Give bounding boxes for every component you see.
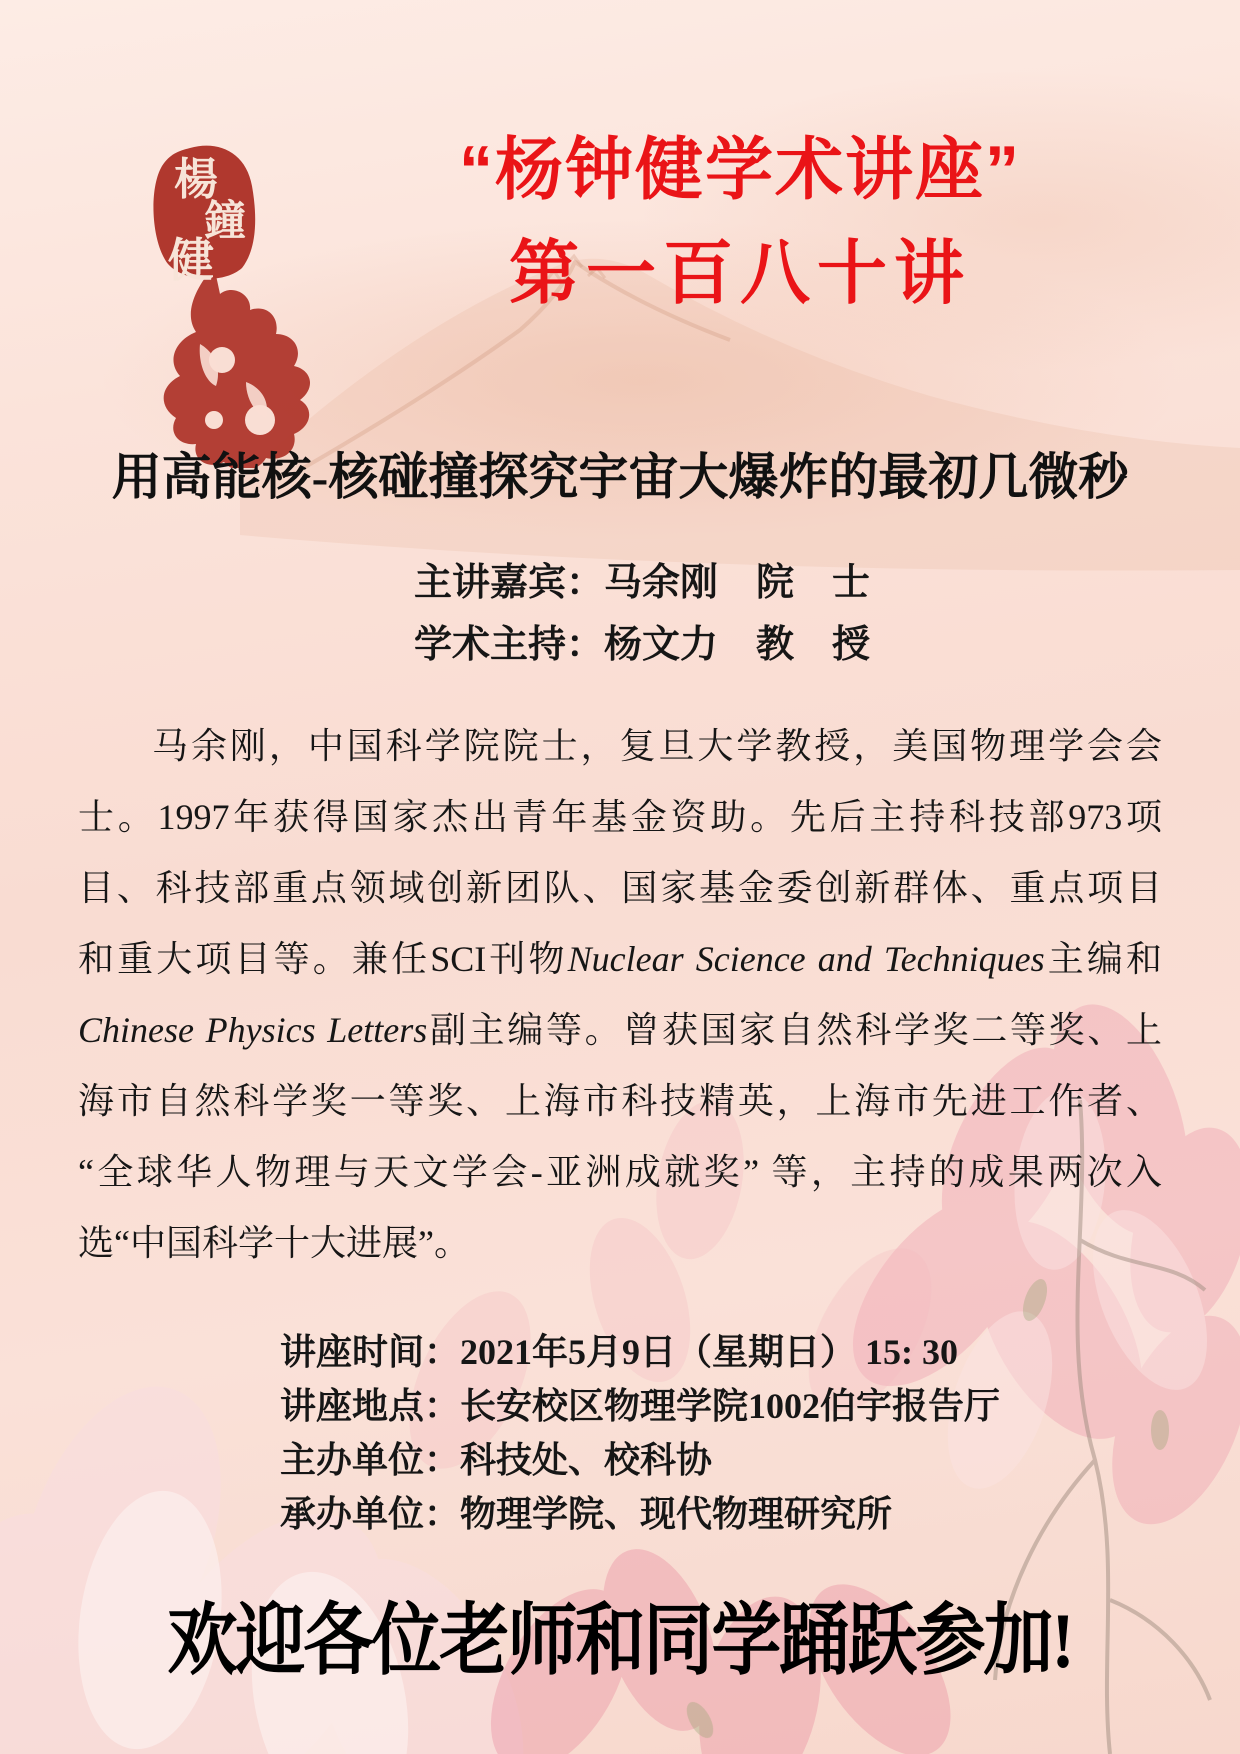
speaker-rank: 院 士 (756, 562, 871, 604)
speaker-line (22, 552, 1240, 614)
bio-line (78, 924, 1162, 995)
bio-line (78, 782, 1162, 853)
speaker-label: 主讲嘉宾： (413, 562, 604, 604)
bio-paragraph (78, 711, 1162, 1279)
bio-text: 士。1997年获得国家杰出青年基金资助。先后主持科技部973项 (78, 797, 1162, 837)
series-title-line2: 第一百八十讲 (509, 234, 971, 312)
bio-text: 海市自然科学奖一等奖、上海市科技精英，上海市先进工作者、 (78, 1081, 1162, 1121)
detail-line (280, 1379, 1160, 1433)
detail-line (280, 1433, 1160, 1487)
detail-label: 讲座地点： (280, 1386, 461, 1426)
lecture-details (280, 1325, 1160, 1541)
bio-line (78, 1208, 1162, 1279)
bio-text: 主编和 (1044, 939, 1162, 979)
speaker-name: 马余刚 (603, 562, 718, 604)
speakers (22, 552, 1240, 676)
speaker-rank: 教 授 (756, 624, 871, 666)
speaker-label: 学术主持： (413, 624, 604, 666)
speaker-line (22, 614, 1240, 676)
bio-text: 副主编等。曾获国家自然科学奖二等奖、上 (427, 1010, 1162, 1050)
seal-character-2: 鐘 (204, 199, 247, 245)
welcome-calligraphy: 欢迎各位老师和同学踊跃参加! (167, 1598, 1073, 1686)
detail-value: 长安校区物理学院1002伯宇报告厅 (460, 1386, 1001, 1426)
bio-line (78, 1137, 1162, 1208)
journal-name: Nuclear Science and Techniques (567, 939, 1045, 979)
bio-line (78, 853, 1162, 924)
speaker-name: 杨文力 (603, 624, 718, 666)
bio-line (78, 995, 1162, 1066)
bio-text: 马余刚，中国科学院院士，复旦大学教授，美国物理学会会 (152, 726, 1162, 766)
journal-name: Chinese Physics Letters (78, 1010, 428, 1050)
detail-value: 科技处、校科协 (460, 1440, 713, 1480)
detail-line (280, 1487, 1160, 1541)
bio-line (78, 711, 1162, 782)
seal-character-1: 楊 (174, 155, 218, 204)
bio-text: 目、科技部重点领域创新团队、国家基金委创新群体、重点项目 (78, 868, 1162, 908)
detail-line (280, 1325, 1160, 1379)
detail-value: 物理学院、现代物理研究所 (460, 1494, 893, 1534)
detail-value: 2021年5月9日（星期日） 15: 30 (460, 1332, 959, 1372)
detail-label: 主办单位： (280, 1440, 461, 1480)
bio-line (78, 1066, 1162, 1137)
bio-text: “全球华人物理与天文学会-亚洲成就奖” 等，主持的成果两次入 (78, 1152, 1162, 1192)
series-title-line1: “杨钟健学术讲座” (458, 132, 1021, 208)
seal-character-3: 健 (168, 235, 214, 286)
bio-text: 和重大项目等。兼任SCI刊物 (78, 939, 568, 979)
lecture-title: 用高能核-核碰撞探究宇宙大爆炸的最初几微秒 (111, 449, 1129, 505)
bio-text: 选“中国科学十大进展”。 (78, 1223, 470, 1263)
detail-label: 承办单位： (280, 1494, 461, 1534)
detail-label: 讲座时间： (280, 1332, 461, 1372)
